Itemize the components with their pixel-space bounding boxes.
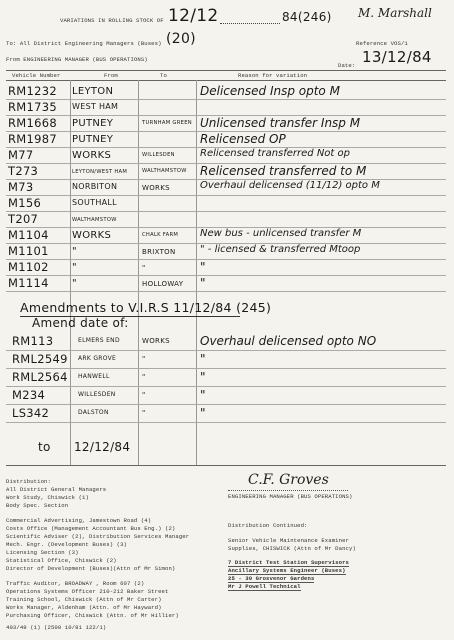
amend-to: " — [142, 409, 146, 417]
distribution-item: Costs Office (Management Accountant Bus Eng.) (2) — [6, 525, 176, 532]
amend-from: WILLESDEN — [78, 391, 116, 398]
distribution-item: Mech. Engr. (Development Buses) (3) — [6, 541, 127, 548]
col-header-from: From — [104, 72, 118, 79]
row-reason: " - licensed & transferred Mtoop — [200, 244, 361, 255]
row-from: PUTNEY — [72, 118, 114, 129]
signature-caption: ENGINEERING MANAGER (BUS OPERATIONS) — [228, 493, 353, 500]
amend-vehicle: LS342 — [12, 406, 50, 420]
col-header-vehicle: Vehicle Number — [12, 72, 61, 79]
row-reason: " — [200, 260, 206, 274]
row-from: " — [72, 246, 77, 257]
row-to: WORKS — [142, 184, 170, 192]
distribution-item: Purchasing Officer, Chiswick (Attn. of Mr Hillier) — [6, 612, 179, 619]
distribution-item: Works Manager, Aldenham (Attn. of Mr Hayward) — [6, 604, 162, 611]
row-vehicle: RM1232 — [8, 84, 57, 98]
date-label: Date: — [338, 62, 356, 69]
col-header-to: To — [160, 72, 167, 79]
amend-to: " — [142, 355, 146, 363]
row-vehicle: RM1735 — [8, 100, 57, 114]
row-vehicle: M77 — [8, 148, 34, 162]
amend-divider — [6, 386, 446, 387]
row-from: WEST HAM — [72, 102, 119, 111]
row-from: PUTNEY — [72, 134, 114, 145]
amend-reason: " — [200, 406, 206, 420]
amend-vehicle: M234 — [12, 388, 46, 402]
row-to: " — [142, 264, 146, 272]
amendments-title: Amendments to V.I.R.S 11/12/84 (245) — [20, 300, 272, 315]
amend-reason: " — [200, 370, 206, 384]
row-reason: Relicensed transferred to M — [200, 164, 367, 178]
distribution-item: Operations Systems Officer 210-212 Baker Street — [6, 588, 169, 595]
distribution-item: Scientific Adviser (2), Distribution Services Manager — [6, 533, 190, 540]
row-to: CHALK FARM — [142, 232, 179, 238]
distribution-item: Traffic Auditor, BROADWAY , Room 607 (2) — [6, 580, 145, 587]
engineer-signature: C.F. Groves — [248, 472, 329, 488]
amend-reason: " — [200, 352, 206, 366]
row-from: WORKS — [72, 230, 112, 241]
row-reason: " — [200, 276, 206, 290]
reference-label: Reference VOS/1 — [356, 40, 408, 47]
row-reason: Unlicensed transfer Insp M — [200, 116, 361, 130]
row-to: WALTHAMSTOW — [142, 168, 187, 174]
distribution-continued-item: Supplies, CHISWICK (Attn of Mr Dancy) — [228, 545, 356, 552]
distribution-continued-item: Ancillary Systems Engineer (Buses) — [228, 567, 346, 574]
distribution-continued-item: Mr J Powell Technical — [228, 583, 301, 590]
row-vehicle: RM1987 — [8, 132, 57, 146]
footer-code: 403/49 (1) (2500 10/81 122/1) — [6, 624, 107, 631]
row-from: WALTHAMSTOW — [72, 217, 117, 223]
amend-divider — [6, 350, 446, 351]
row-reason: New bus - unlicensed transfer M — [200, 228, 362, 239]
row-divider — [6, 99, 446, 100]
row-vehicle: M1101 — [8, 244, 49, 258]
amend-vehicle: RML2549 — [12, 352, 68, 366]
row-to: HOLLOWAY — [142, 280, 184, 288]
distribution-item: Statistical Office, Chiswick (2) — [6, 557, 117, 564]
from-line: From ENGINEERING MANAGER (BUS OPERATIONS) — [6, 56, 148, 63]
distribution-item: Director of Development (Buses)(Attn of Mr Simon) — [6, 565, 176, 572]
row-to: WILLESDEN — [142, 152, 175, 158]
row-vehicle: T207 — [8, 212, 39, 226]
amend-vehicle: RM113 — [12, 334, 54, 348]
date-value: 13/12/84 — [362, 48, 432, 66]
row-vehicle: RM1668 — [8, 116, 57, 130]
row-from: LEYTON — [72, 86, 114, 97]
row-vehicle: M1114 — [8, 276, 49, 290]
distribution-item: Commercial Advertising, Jamestown Road (4) — [6, 517, 152, 524]
row-divider — [6, 291, 446, 292]
row-vehicle: M1104 — [8, 228, 49, 242]
row-from: WORKS — [72, 150, 112, 161]
distribution-continued-item: 7 District Test Station Supervisors — [228, 559, 349, 566]
amend-from: DALSTON — [78, 409, 109, 416]
to-line: To: All District Engineering Managers (Buses) — [6, 40, 162, 47]
amend-divider — [6, 422, 446, 423]
distribution-continued-heading: Distribution Continued: — [228, 522, 308, 529]
row-divider — [6, 195, 446, 196]
amend-to: WORKS — [142, 337, 170, 345]
amendments-subtitle: Amend date of: — [32, 316, 129, 330]
distribution-continued-item: Senior Vehicle Maintenance Examiner — [228, 537, 349, 544]
col-header-reason: Reason for variation — [238, 72, 308, 79]
title-suffix: 84(246) — [282, 10, 332, 24]
row-from: LEYTON/WEST HAM — [72, 169, 128, 175]
distribution-heading: Distribution: — [6, 478, 51, 485]
amend-from: ELMERS END — [78, 337, 120, 344]
amend-vehicle: RML2564 — [12, 370, 68, 384]
amend-divider — [6, 368, 446, 369]
distribution-item: Body Spec. Section — [6, 502, 69, 509]
amend-from: ARK GROVE — [78, 355, 117, 362]
row-divider — [6, 259, 446, 260]
distribution-item: All District General Managers — [6, 486, 107, 493]
distribution-item: Licensing Section (3) — [6, 549, 79, 556]
title-date: 12/12 — [168, 6, 219, 26]
row-from: NORBITON — [72, 182, 118, 191]
row-to: TURNHAM GREEN — [142, 120, 192, 126]
title-prefix: VARIATIONS IN ROLLING STOCK OF — [60, 17, 164, 24]
row-vehicle: M1102 — [8, 260, 49, 274]
row-reason: Relicensed transferred Not op — [200, 148, 350, 159]
amendments-to-date: 12/12/84 — [74, 440, 131, 454]
row-vehicle: M73 — [8, 180, 34, 194]
row-divider — [6, 275, 446, 276]
amend-from: HANWELL — [78, 373, 110, 380]
row-divider — [6, 211, 446, 212]
amendments-to-label: to — [38, 440, 51, 454]
amend-to: " — [142, 373, 146, 381]
row-vehicle: T273 — [8, 164, 39, 178]
distribution-item: Training School, Chiswick (Attn of Mr Carter) — [6, 596, 162, 603]
author-signature: M. Marshall — [358, 6, 432, 20]
row-reason: Delicensed Insp opto M — [200, 84, 340, 98]
row-vehicle: M156 — [8, 196, 42, 210]
amend-reason: " — [200, 388, 206, 402]
row-from: SOUTHALL — [72, 198, 117, 207]
distribution-item: Work Study, Chiswick (1) — [6, 494, 89, 501]
to-count: (20) — [166, 31, 196, 47]
distribution-continued-item: 25 - 30 Grosvenor Gardens — [228, 575, 315, 582]
row-from: " — [72, 262, 77, 273]
row-reason: Overhaul delicensed (11/12) opto M — [200, 180, 380, 191]
amend-divider — [6, 404, 446, 405]
row-reason: Relicensed OP — [200, 132, 286, 146]
row-to: BRIXTON — [142, 248, 176, 256]
row-from: " — [72, 278, 77, 289]
amend-to: " — [142, 391, 146, 399]
amend-reason: Overhaul delicensed opto NO — [200, 334, 377, 348]
